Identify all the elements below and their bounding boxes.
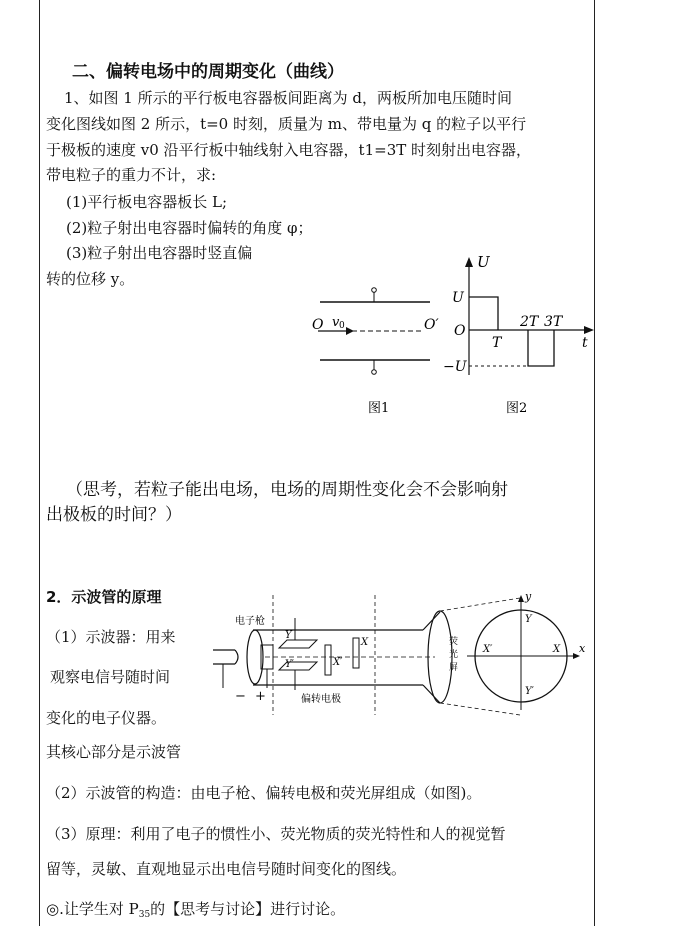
table-left-border [39, 0, 40, 926]
osc-p1a: （1）示波器：用来 [46, 628, 176, 646]
fig2-origin: O [454, 323, 466, 339]
fig2-tick-U: U [452, 290, 464, 306]
fig1-label-O: O [312, 317, 324, 333]
think-line-2: 出极板的时间？） [46, 505, 182, 525]
screen-label-Y-prime: Y′ [525, 686, 534, 697]
problem-line-3: 于极板的速度 v0 沿平行板中轴线射入电容器，t1=3T 时刻射出电容器， [46, 141, 532, 159]
fig1-caption: 图1 [368, 401, 390, 416]
tube-gun-label: 电子枪 [235, 616, 265, 627]
tube-label-X-prime: X′ [333, 657, 343, 668]
fig2-axis-t: t [582, 335, 588, 351]
tube-label-X: X [361, 637, 369, 648]
oscilloscope-title: 2．示波管的原理 [46, 588, 162, 606]
question-3b: 转的位移 y。 [46, 270, 135, 288]
osc-p1d: 其核心部分是示波管 [46, 743, 182, 761]
osc-p4-prefix: ◎.让学生对 P [46, 900, 139, 918]
screen-axis-y: y [525, 590, 532, 603]
fig2-caption: 图2 [506, 401, 528, 416]
figure-2-voltage-graph [440, 255, 600, 420]
tube-label-plus: + [255, 689, 266, 704]
osc-p3a: （3）原理：利用了电子的惯性小、荧光物质的荧光特性和人的视觉暂 [46, 825, 506, 843]
screen-axis-x: x [579, 642, 586, 655]
osc-p4-suffix: 的【思考与讨论】进行讨论。 [150, 900, 346, 918]
table-right-border [594, 0, 595, 926]
screen-label-X-prime: X′ [483, 644, 493, 655]
fig2-axis-u: U [477, 255, 490, 271]
fig2-tick-negU: −U [443, 359, 467, 375]
problem-line-2: 变化图线如图 2 所示，t=0 时刻，质量为 m、带电量为 q 的粒子以平行 [46, 115, 527, 133]
fig1-label-v-sub: 0 [339, 321, 345, 331]
screen-label-Y: Y [525, 614, 532, 625]
tube-screen-label-1: 荧 [449, 637, 459, 647]
think-line-1: （思考，若粒子能出电场，电场的周期性变化会不会影响射 [66, 480, 508, 500]
tube-label-Y-prime: Y′ [285, 659, 294, 670]
fig2-tick-2T: 2T [520, 314, 539, 330]
tube-label-minus: − [235, 689, 246, 704]
problem-line-1: 1、如图 1 所示的平行板电容器板间距离为 d，两板所加电压随时间 [64, 89, 512, 107]
fig1-label-O-prime: O′ [424, 317, 439, 333]
tube-screen-label-3: 屏 [449, 663, 459, 673]
oscilloscope-tube-figure [205, 590, 590, 720]
osc-p1c: 变化的电子仪器。 [46, 709, 167, 727]
problem-line-4: 带电粒子的重力不计，求: [46, 166, 217, 184]
fig1-label-v: v [332, 315, 340, 330]
osc-p3b: 留等，灵敏、直观地显示出电信号随时间变化的图线。 [46, 860, 407, 878]
question-3a: (3)粒子射出电容器时竖直偏 [66, 244, 253, 262]
screen-label-X: X [553, 644, 561, 655]
osc-p2: （2）示波管的构造：由电子枪、偏转电极和荧光屏组成（如图)。 [46, 784, 482, 802]
osc-p4-sub: 35 [138, 910, 151, 920]
tube-label-Y: Y [285, 630, 292, 641]
osc-p4 [46, 897, 345, 927]
figure-1-capacitor [300, 280, 450, 420]
fig2-tick-3T: 3T [544, 314, 563, 330]
tube-screen-label-2: 光 [449, 650, 459, 660]
tube-electrode-label: 偏转电极 [301, 694, 341, 705]
fig2-tick-T: T [492, 335, 502, 351]
section-title: 二、偏转电场中的周期变化（曲线） [72, 62, 344, 82]
osc-p1b: 观察电信号随时间 [50, 668, 171, 686]
question-1: (1)平行板电容器板长 L; [66, 193, 228, 211]
question-2: (2)粒子射出电容器时偏转的角度 φ； [66, 219, 313, 237]
